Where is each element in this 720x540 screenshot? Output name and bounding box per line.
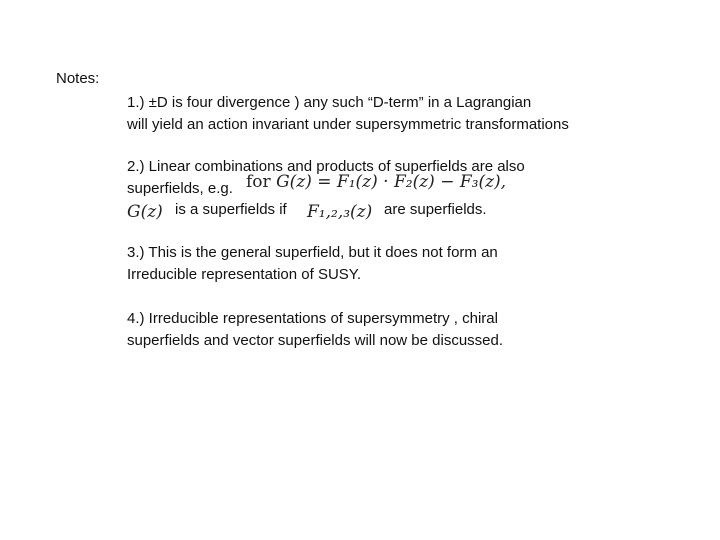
note-1-line-1: 1.) ±D is four divergence ) any such “D-term” in a Lagrangian: [127, 94, 532, 111]
note-2-line-2: superfields, e.g.: [127, 180, 233, 197]
note-3-line-2: Irreducible representation of SUSY.: [127, 266, 362, 283]
note-4-line-2: superfields and vector superfields will now be discussed.: [127, 332, 504, 349]
formula-f123-of-z: F₁,₂,₃(z): [307, 202, 373, 222]
note-2-line-1: 2.) Linear combinations and products of superfields are also: [127, 158, 525, 175]
formula-expression: G(z) = F₁(z) · F₂(z) − F₃(z),: [276, 172, 507, 192]
note-1-line-2: will yield an action invariant under supersymmetric transformations: [127, 116, 569, 133]
formula-for-word: for: [246, 172, 271, 192]
notes-heading: Notes:: [56, 70, 100, 87]
formula-g-of-z: G(z): [127, 202, 163, 222]
note-4-line-1: 4.) Irreducible representations of supersymmetry , chiral: [127, 310, 498, 327]
note-3-line-1: 3.) This is the general superfield, but it does not form an: [127, 244, 498, 261]
note-1: [127, 92, 687, 136]
note-2-end-text: are superfields.: [384, 201, 487, 218]
superfield-product-formula: [246, 172, 506, 192]
note-3: [127, 242, 687, 286]
note-2-mid-text: is a superfields if: [175, 201, 287, 218]
note-4: [127, 308, 687, 352]
